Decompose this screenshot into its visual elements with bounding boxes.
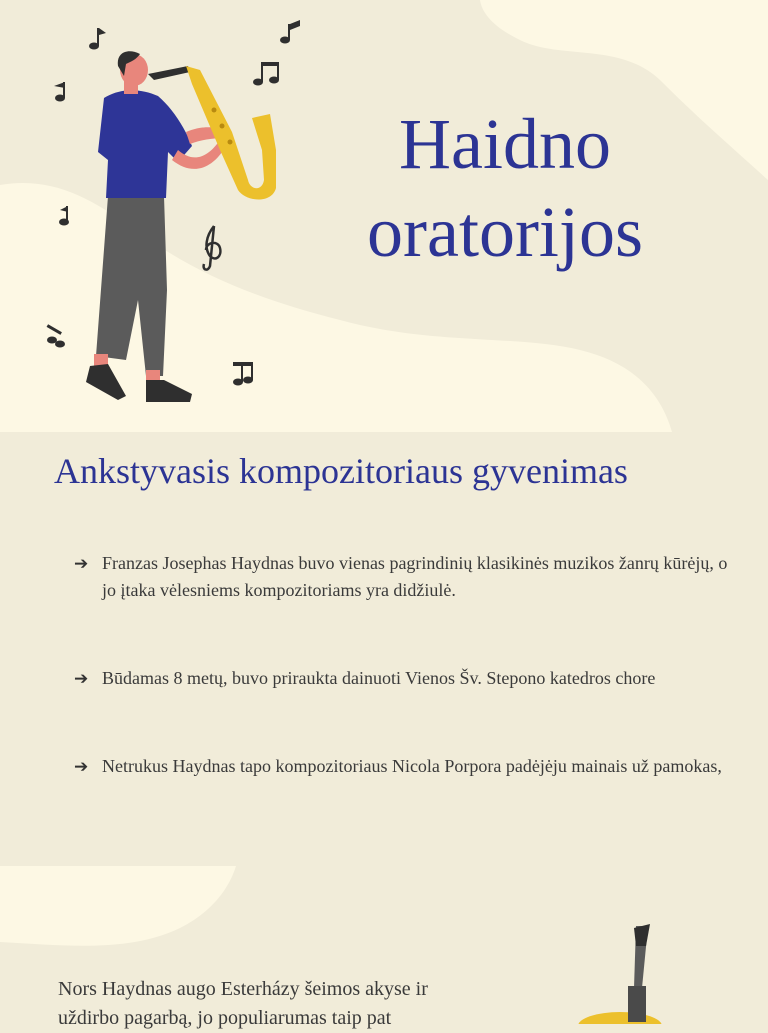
title-line-1: Haidno — [399, 104, 611, 184]
bullet-text: Franzas Josephas Haydnas buvo vienas pagrindinių klasikinės muzikos žanrų kūrėjų, o jo įtaka vėlesniems kompozitoriams yra didžiulė. — [102, 553, 728, 600]
eighth-note-icon — [59, 206, 69, 226]
eighth-note-icon — [54, 82, 65, 102]
list-item — [74, 550, 734, 604]
guitar-body — [578, 1012, 662, 1024]
bullet-text: Būdamas 8 metų, buvo priraukta dainuoti Vienos Šv. Stepono katedros chore — [102, 668, 656, 688]
left-shoe — [86, 364, 126, 400]
title-line-2: oratorijos — [367, 192, 643, 272]
title-slide — [0, 0, 768, 432]
pants — [96, 196, 167, 376]
bullet-text: Netrukus Haydnas tapo kompozitoriaus Nicola Porpora padėjėju mainais už pamokas, — [102, 756, 722, 776]
page-title — [300, 100, 710, 276]
section-heading: Ankstyvasis kompozitoriaus gyvenimas — [54, 451, 628, 491]
arrow-icon: ➔ — [74, 757, 89, 776]
treble-clef-icon — [204, 226, 221, 270]
early-life-slide — [0, 432, 768, 866]
right-shoe — [146, 380, 192, 402]
beamed-notes-icon — [253, 62, 279, 86]
beamed-notes-icon — [233, 362, 253, 386]
arrow-icon: ➔ — [74, 554, 89, 573]
arrow-icon: ➔ — [74, 669, 89, 688]
beamed-notes-icon — [280, 20, 300, 44]
shirt — [98, 90, 192, 198]
list-item — [74, 753, 734, 780]
body-paragraph: Nors Haydnas augo Esterházy šeimos akyse ir uždirbo pagarbą, jo populiarumas taip pat — [58, 978, 428, 1029]
list-item — [74, 665, 734, 692]
eighth-note-icon — [89, 28, 106, 50]
beamed-notes-icon — [47, 324, 65, 347]
